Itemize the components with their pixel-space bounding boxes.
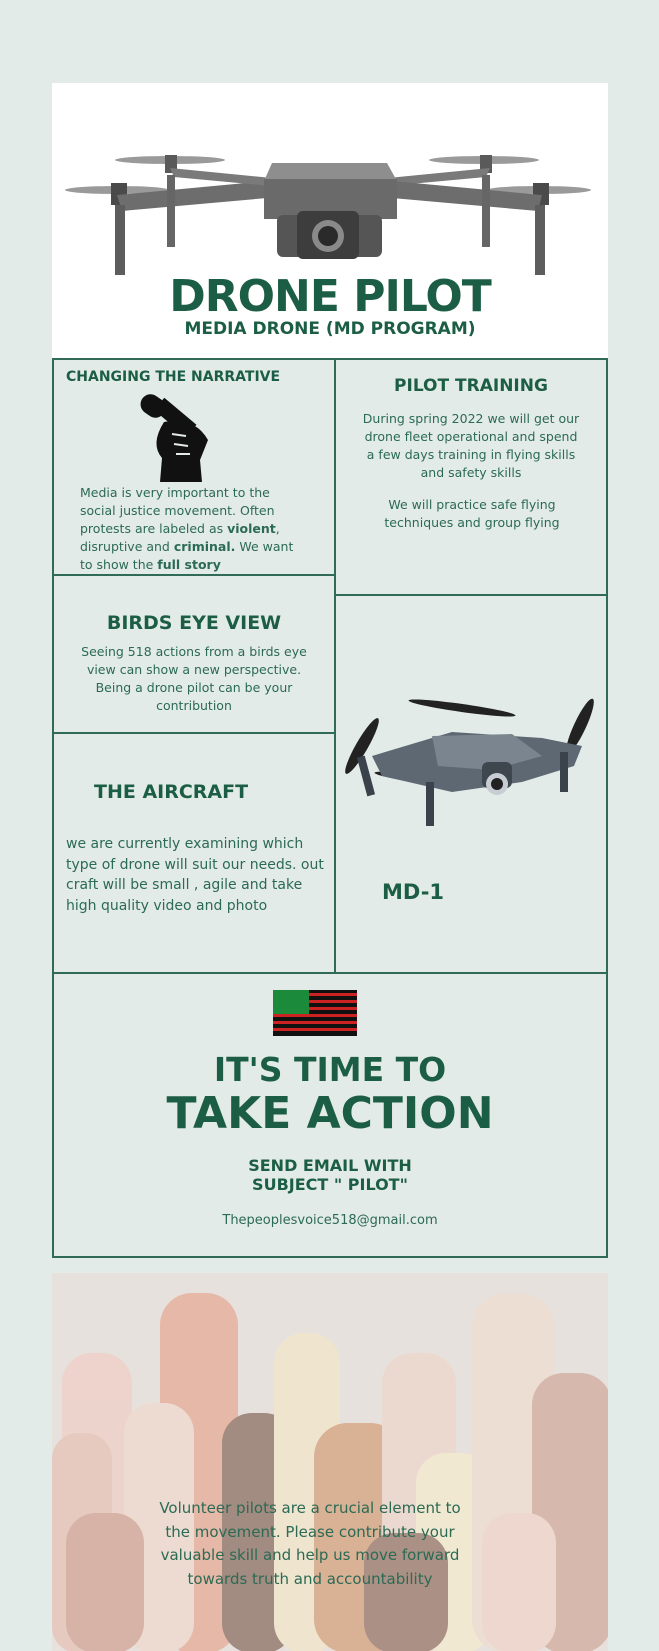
foldable-drone-image — [342, 696, 604, 846]
email-address[interactable]: Thepeoplesvoice518@gmail.com — [222, 1213, 438, 1228]
footer-text: Volunteer pilots are a crucial element to the movement. Please contribute your valuable skill and help us move forward towards truth and accountability — [159, 1499, 461, 1588]
cta-section — [52, 972, 608, 1258]
quadcopter-drone-image — [52, 83, 608, 283]
training-para-2: We will practice safe flying techniques and group flying — [384, 497, 560, 530]
narrative-heading: CHANGING THE NARRATIVE — [66, 369, 281, 385]
birds-eye-text: Seeing 518 actions from a birds eye view can show a new perspective. Being a drone pilot can be your contribution — [81, 644, 307, 713]
training-para-1: During spring 2022 we will get our drone fleet operational and spend a few days training in flying skills and safety skills — [362, 411, 580, 480]
page-subtitle: MEDIA DRONE (MD PROGRAM) — [184, 319, 476, 339]
model-label: MD-1 — [382, 880, 445, 904]
training-section — [334, 358, 608, 596]
cta-line-2: TAKE ACTION — [166, 1088, 494, 1139]
aircraft-heading: THE AIRCRAFT — [94, 781, 249, 803]
microphone-fist-icon — [136, 388, 220, 484]
red-black-green-flag-icon — [273, 990, 357, 1036]
cta-line-1: IT'S TIME TO — [213, 1050, 447, 1089]
raised-fists-illustration — [52, 1273, 608, 1651]
model-section — [334, 594, 608, 974]
narrative-text: Media is very important to the social justice movement. Often protests are labeled as violent, disruptive and criminal. We want to show the full story — [80, 485, 294, 572]
hero-banner — [52, 83, 608, 359]
page-title: DRONE PILOT — [169, 271, 491, 322]
training-heading: PILOT TRAINING — [394, 376, 548, 396]
aircraft-text: we are currently examining which type of drone will suit our needs. out craft will be small , agile and take high quality video and photo — [66, 836, 324, 914]
aircraft-section — [52, 732, 336, 974]
email-instruction-1: SEND EMAIL WITH — [248, 1156, 412, 1175]
raised-fists-banner — [52, 1273, 608, 1651]
birds-eye-heading: BIRDS EYE VIEW — [106, 612, 282, 634]
birds-eye-section — [52, 574, 336, 734]
narrative-section — [52, 358, 336, 576]
email-instruction-2: SUBJECT " PILOT" — [252, 1175, 408, 1194]
